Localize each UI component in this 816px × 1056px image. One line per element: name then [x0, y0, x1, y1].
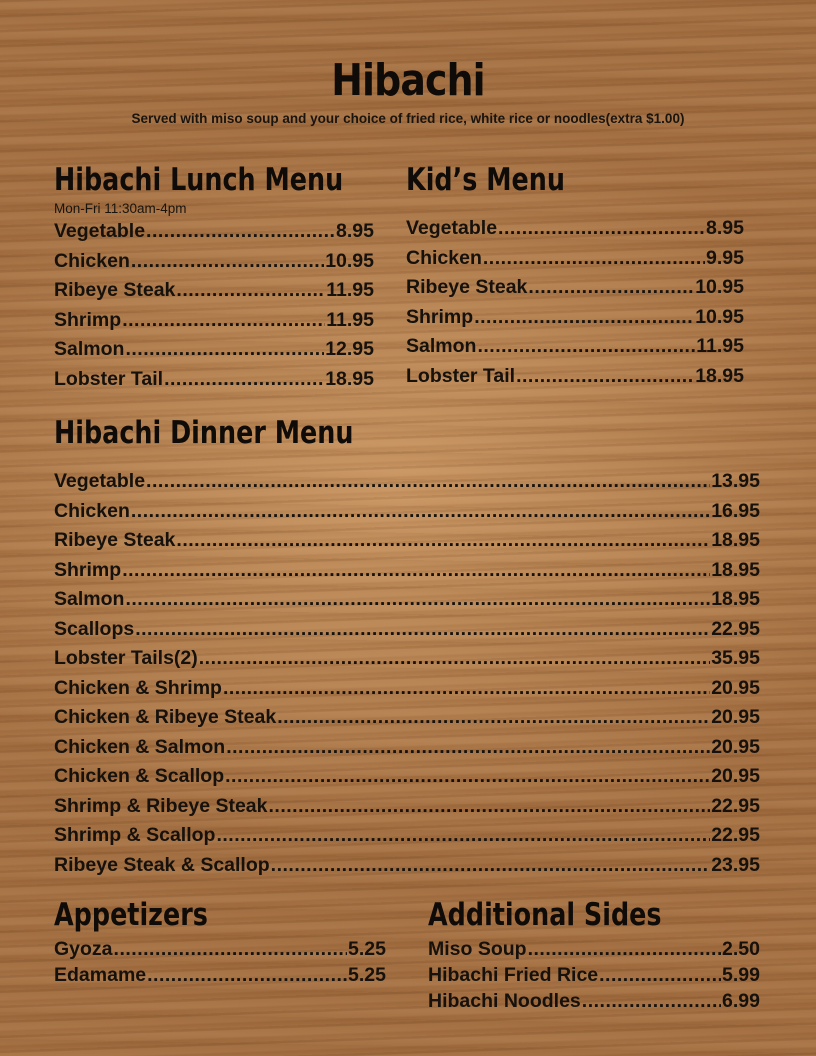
menu-item-price: 13.95 [711, 470, 760, 492]
menu-item [406, 334, 744, 358]
menu-item-price: 20.95 [711, 735, 760, 758]
menu-item-price: 10.95 [695, 276, 744, 298]
menu-item [54, 963, 386, 987]
menu-item [54, 308, 374, 332]
menu-item-price: 18.95 [711, 588, 760, 610]
menu-item-price: 35.95 [711, 647, 760, 669]
menu-item-price: 18.95 [711, 558, 760, 581]
menu-item [54, 617, 760, 641]
menu-item-name: Lobster Tails(2) [54, 647, 198, 669]
menu-item-name: Hibachi Fried Rice [428, 964, 599, 986]
kids-menu-list [406, 216, 744, 388]
dinner-menu-heading: Hibachi Dinner Menu [54, 415, 354, 451]
menu-item-name: Shrimp [54, 308, 122, 331]
menu-item-name: Chicken [54, 499, 130, 522]
dot-leader [146, 219, 335, 243]
menu-item-name: Scallops [54, 617, 135, 640]
menu-item-price: 5.25 [348, 964, 386, 986]
menu-item-price: 20.95 [711, 676, 760, 699]
dot-leader [483, 246, 705, 270]
menu-item [406, 216, 744, 240]
dot-leader [125, 337, 324, 361]
lunch-hours: Mon-Fri 11:30am-4pm [54, 201, 187, 216]
menu-item-name: Ribeye Steak & Scallop [54, 853, 270, 876]
sides-heading: Additional Sides [428, 897, 662, 933]
menu-item-price: 2.50 [722, 938, 760, 960]
dot-leader [226, 735, 710, 759]
menu-item [54, 676, 760, 700]
menu-item-price: 11.95 [326, 308, 374, 331]
dinner-menu-list [54, 469, 760, 877]
menu-item [54, 367, 374, 391]
menu-item-price: 11.95 [696, 335, 744, 357]
menu-item-price: 9.95 [706, 246, 744, 269]
dot-leader [122, 558, 710, 582]
dot-leader [599, 963, 721, 987]
menu-item-price: 22.95 [711, 794, 760, 817]
menu-item-name: Miso Soup [428, 938, 527, 960]
menu-item-name: Ribeye Steak [54, 279, 176, 301]
lunch-menu-heading: Hibachi Lunch Menu [54, 162, 344, 198]
menu-item [428, 937, 760, 961]
menu-item-name: Salmon [54, 338, 125, 360]
menu-item-price: 18.95 [325, 367, 374, 390]
menu-item-price: 8.95 [706, 217, 744, 239]
menu-item-price: 11.95 [326, 279, 374, 301]
dot-leader [582, 989, 721, 1013]
menu-item-name: Edamame [54, 964, 147, 986]
menu-item [54, 823, 760, 847]
menu-item [54, 937, 386, 961]
menu-item-name: Gyoza [54, 938, 113, 960]
menu-item-name: Chicken [54, 249, 130, 272]
dot-leader [122, 308, 325, 332]
menu-item [406, 364, 744, 388]
menu-item [54, 558, 760, 582]
menu-item-name: Lobster Tail [54, 367, 164, 390]
menu-item [54, 278, 374, 302]
menu-item-name: Shrimp & Scallop [54, 824, 216, 846]
dot-leader [199, 646, 710, 670]
menu-item-name: Shrimp [406, 305, 474, 328]
dot-leader [474, 305, 694, 329]
menu-item-price: 10.95 [325, 249, 374, 272]
menu-item-price: 6.99 [722, 990, 760, 1012]
menu-item-name: Salmon [406, 335, 477, 357]
dot-leader [176, 278, 325, 302]
menu-item-price: 20.95 [711, 765, 760, 787]
menu-item-name: Vegetable [54, 220, 146, 242]
sides-list [428, 937, 760, 1013]
menu-item-name: Ribeye Steak [406, 276, 528, 298]
menu-item-price: 8.95 [336, 220, 374, 242]
menu-item-name: Shrimp [54, 558, 122, 581]
menu-item [54, 646, 760, 670]
menu-item [428, 989, 760, 1013]
dot-leader [498, 216, 705, 240]
menu-item [54, 219, 374, 243]
dot-leader [147, 963, 347, 987]
menu-item [54, 764, 760, 788]
page-title: Hibachi [331, 55, 485, 106]
dot-leader [114, 937, 348, 961]
menu-item-name: Chicken [406, 246, 482, 269]
menu-item [406, 305, 744, 329]
dot-leader [216, 823, 710, 847]
menu-item [406, 275, 744, 299]
dot-leader [135, 617, 710, 641]
menu-item-price: 22.95 [711, 824, 760, 846]
menu-item [54, 587, 760, 611]
dot-leader [146, 469, 710, 493]
dot-leader [164, 367, 324, 391]
menu-item [54, 735, 760, 759]
menu-item-name: Vegetable [54, 470, 146, 492]
menu-item-price: 20.95 [711, 706, 760, 728]
dot-leader [271, 853, 711, 877]
menu-item [54, 337, 374, 361]
menu-item-name: Ribeye Steak [54, 529, 176, 551]
menu-item-name: Vegetable [406, 217, 498, 239]
dot-leader [528, 937, 721, 961]
page-subtitle: Served with miso soup and your choice of fried rice, white rice or noodles(extra $1.00) [131, 111, 685, 126]
menu-item-name: Hibachi Noodles [428, 990, 581, 1012]
menu-item-price: 22.95 [711, 617, 760, 640]
dot-leader [269, 794, 711, 818]
menu-item-name: Salmon [54, 588, 125, 610]
menu-item-name: Shrimp & Ribeye Steak [54, 794, 268, 817]
menu-item-price: 12.95 [325, 338, 374, 360]
appetizers-list [54, 937, 386, 987]
menu-item [54, 794, 760, 818]
menu-item-price: 10.95 [695, 305, 744, 328]
menu-item-name: Chicken & Scallop [54, 765, 225, 787]
dot-leader [125, 587, 710, 611]
menu-item [54, 853, 760, 877]
menu-item [54, 499, 760, 523]
dot-leader [223, 676, 710, 700]
menu-item-price: 5.25 [348, 938, 386, 960]
menu-item-name: Chicken & Shrimp [54, 676, 222, 699]
menu-item [54, 705, 760, 729]
dot-leader [131, 499, 710, 523]
kids-menu-heading: Kid’s Menu [406, 162, 565, 198]
menu-item [54, 469, 760, 493]
menu-item-price: 16.95 [711, 499, 760, 522]
dot-leader [277, 705, 710, 729]
dot-leader [477, 334, 695, 358]
appetizers-heading: Appetizers [54, 897, 208, 933]
menu-item-price: 18.95 [711, 529, 760, 551]
dot-leader [516, 364, 694, 388]
menu-item [54, 528, 760, 552]
menu-item-price: 23.95 [711, 853, 760, 876]
lunch-menu-list [54, 219, 374, 391]
menu-item-name: Chicken & Ribeye Steak [54, 706, 277, 728]
dot-leader [528, 275, 694, 299]
menu-item-price: 18.95 [695, 364, 744, 387]
dot-leader [131, 249, 324, 273]
menu-item-name: Lobster Tail [406, 364, 516, 387]
menu-item [406, 246, 744, 270]
menu-item-name: Chicken & Salmon [54, 735, 226, 758]
dot-leader [176, 528, 710, 552]
menu-item [428, 963, 760, 987]
dot-leader [225, 764, 710, 788]
menu-item [54, 249, 374, 273]
menu-item-price: 5.99 [722, 964, 760, 986]
